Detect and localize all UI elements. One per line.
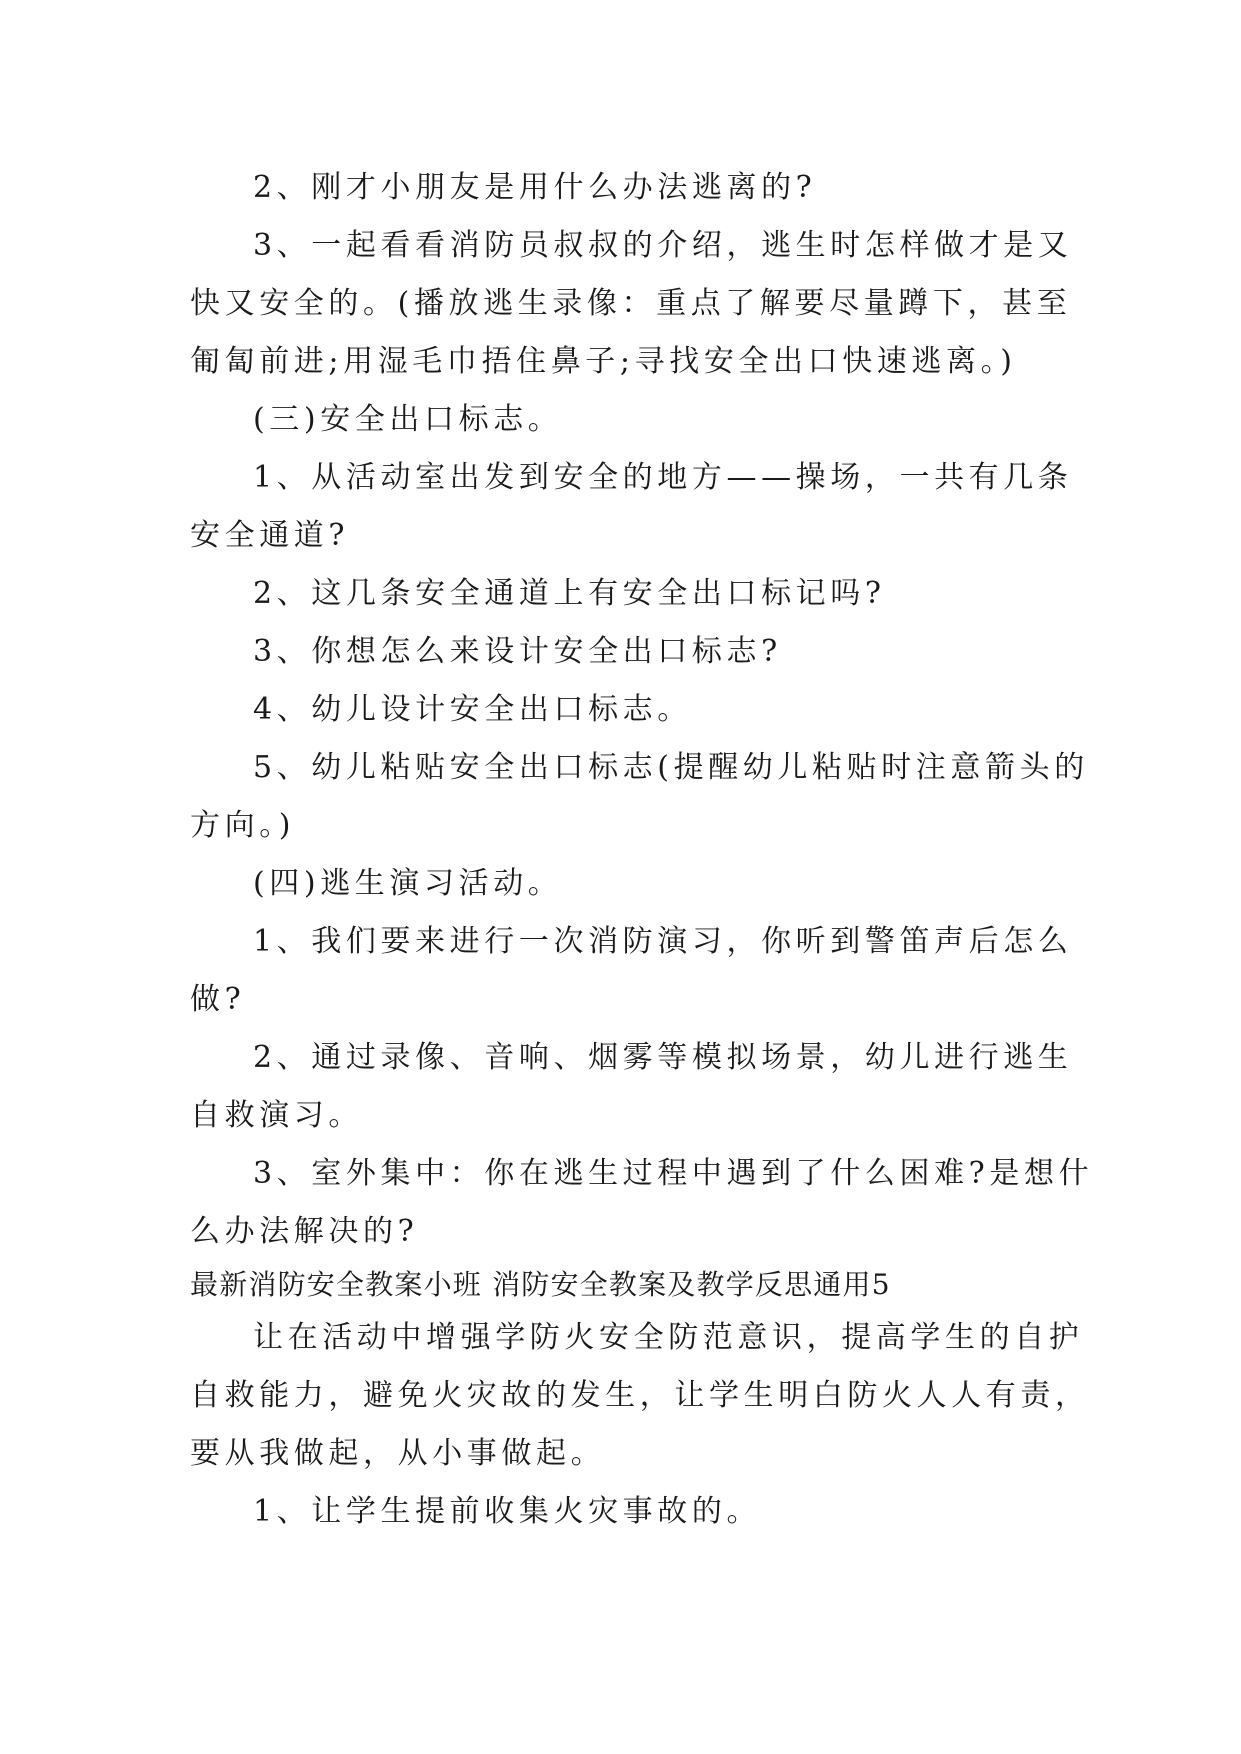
paragraph-line: 2、这几条安全通道上有安全出口标记吗? [253,576,886,611]
article-title: 最新消防安全教案小班 消防安全教案及教学反思通用5 [190,1268,891,1301]
section-heading: (四)逃生演习活动。 [253,866,563,901]
paragraph-line: 匍匐前进;用湿毛巾捂住鼻子;寻找安全出口快速逃离。) [190,344,1017,379]
paragraph-line: 要从我做起，从小事做起。 [190,1436,606,1471]
paragraph-line: 做? [190,982,246,1017]
paragraph-line: 2、通过录像、音响、烟雾等模拟场景，幼儿进行逃生 [253,1040,1073,1075]
paragraph-line: 1、我们要来进行一次消防演习，你听到警笛声后怎么 [253,924,1073,959]
paragraph-line: 1、从活动室出发到安全的地方——操场，一共有几条 [253,460,1073,495]
paragraph-line: 自救演习。 [190,1098,363,1133]
paragraph-line: 2、刚才小朋友是用什么办法逃离的? [253,170,817,205]
paragraph-line: 1、让学生提前收集火灾事故的。 [253,1494,762,1529]
paragraph-line: 自救能力，避免火灾故的发生，让学生明白防火人人有责， [190,1378,1090,1413]
paragraph-line: 3、一起看看消防员叔叔的介绍，逃生时怎样做才是又 [253,228,1073,263]
section-heading: (三)安全出口标志。 [253,402,563,437]
paragraph-line: 3、室外集中：你在逃生过程中遇到了什么困难?是想什 [253,1156,1094,1191]
paragraph-line: 方向。) [190,808,296,843]
paragraph-line: 4、幼儿设计安全出口标志。 [253,692,692,727]
paragraph-line: 5、幼儿粘贴安全出口标志(提醒幼儿粘贴时注意箭头的 [253,750,1089,785]
paragraph-line: 让在活动中增强学防火安全防范意识，提高学生的自护 [253,1320,1084,1355]
paragraph-line: 么办法解决的? [190,1214,419,1249]
paragraph-line: 快又安全的。(播放逃生录像：重点了解要尽量蹲下，甚至 [190,286,1072,321]
paragraph-line: 安全通道? [190,518,350,553]
paragraph-line: 3、你想怎么来设计安全出口标志? [253,634,782,669]
